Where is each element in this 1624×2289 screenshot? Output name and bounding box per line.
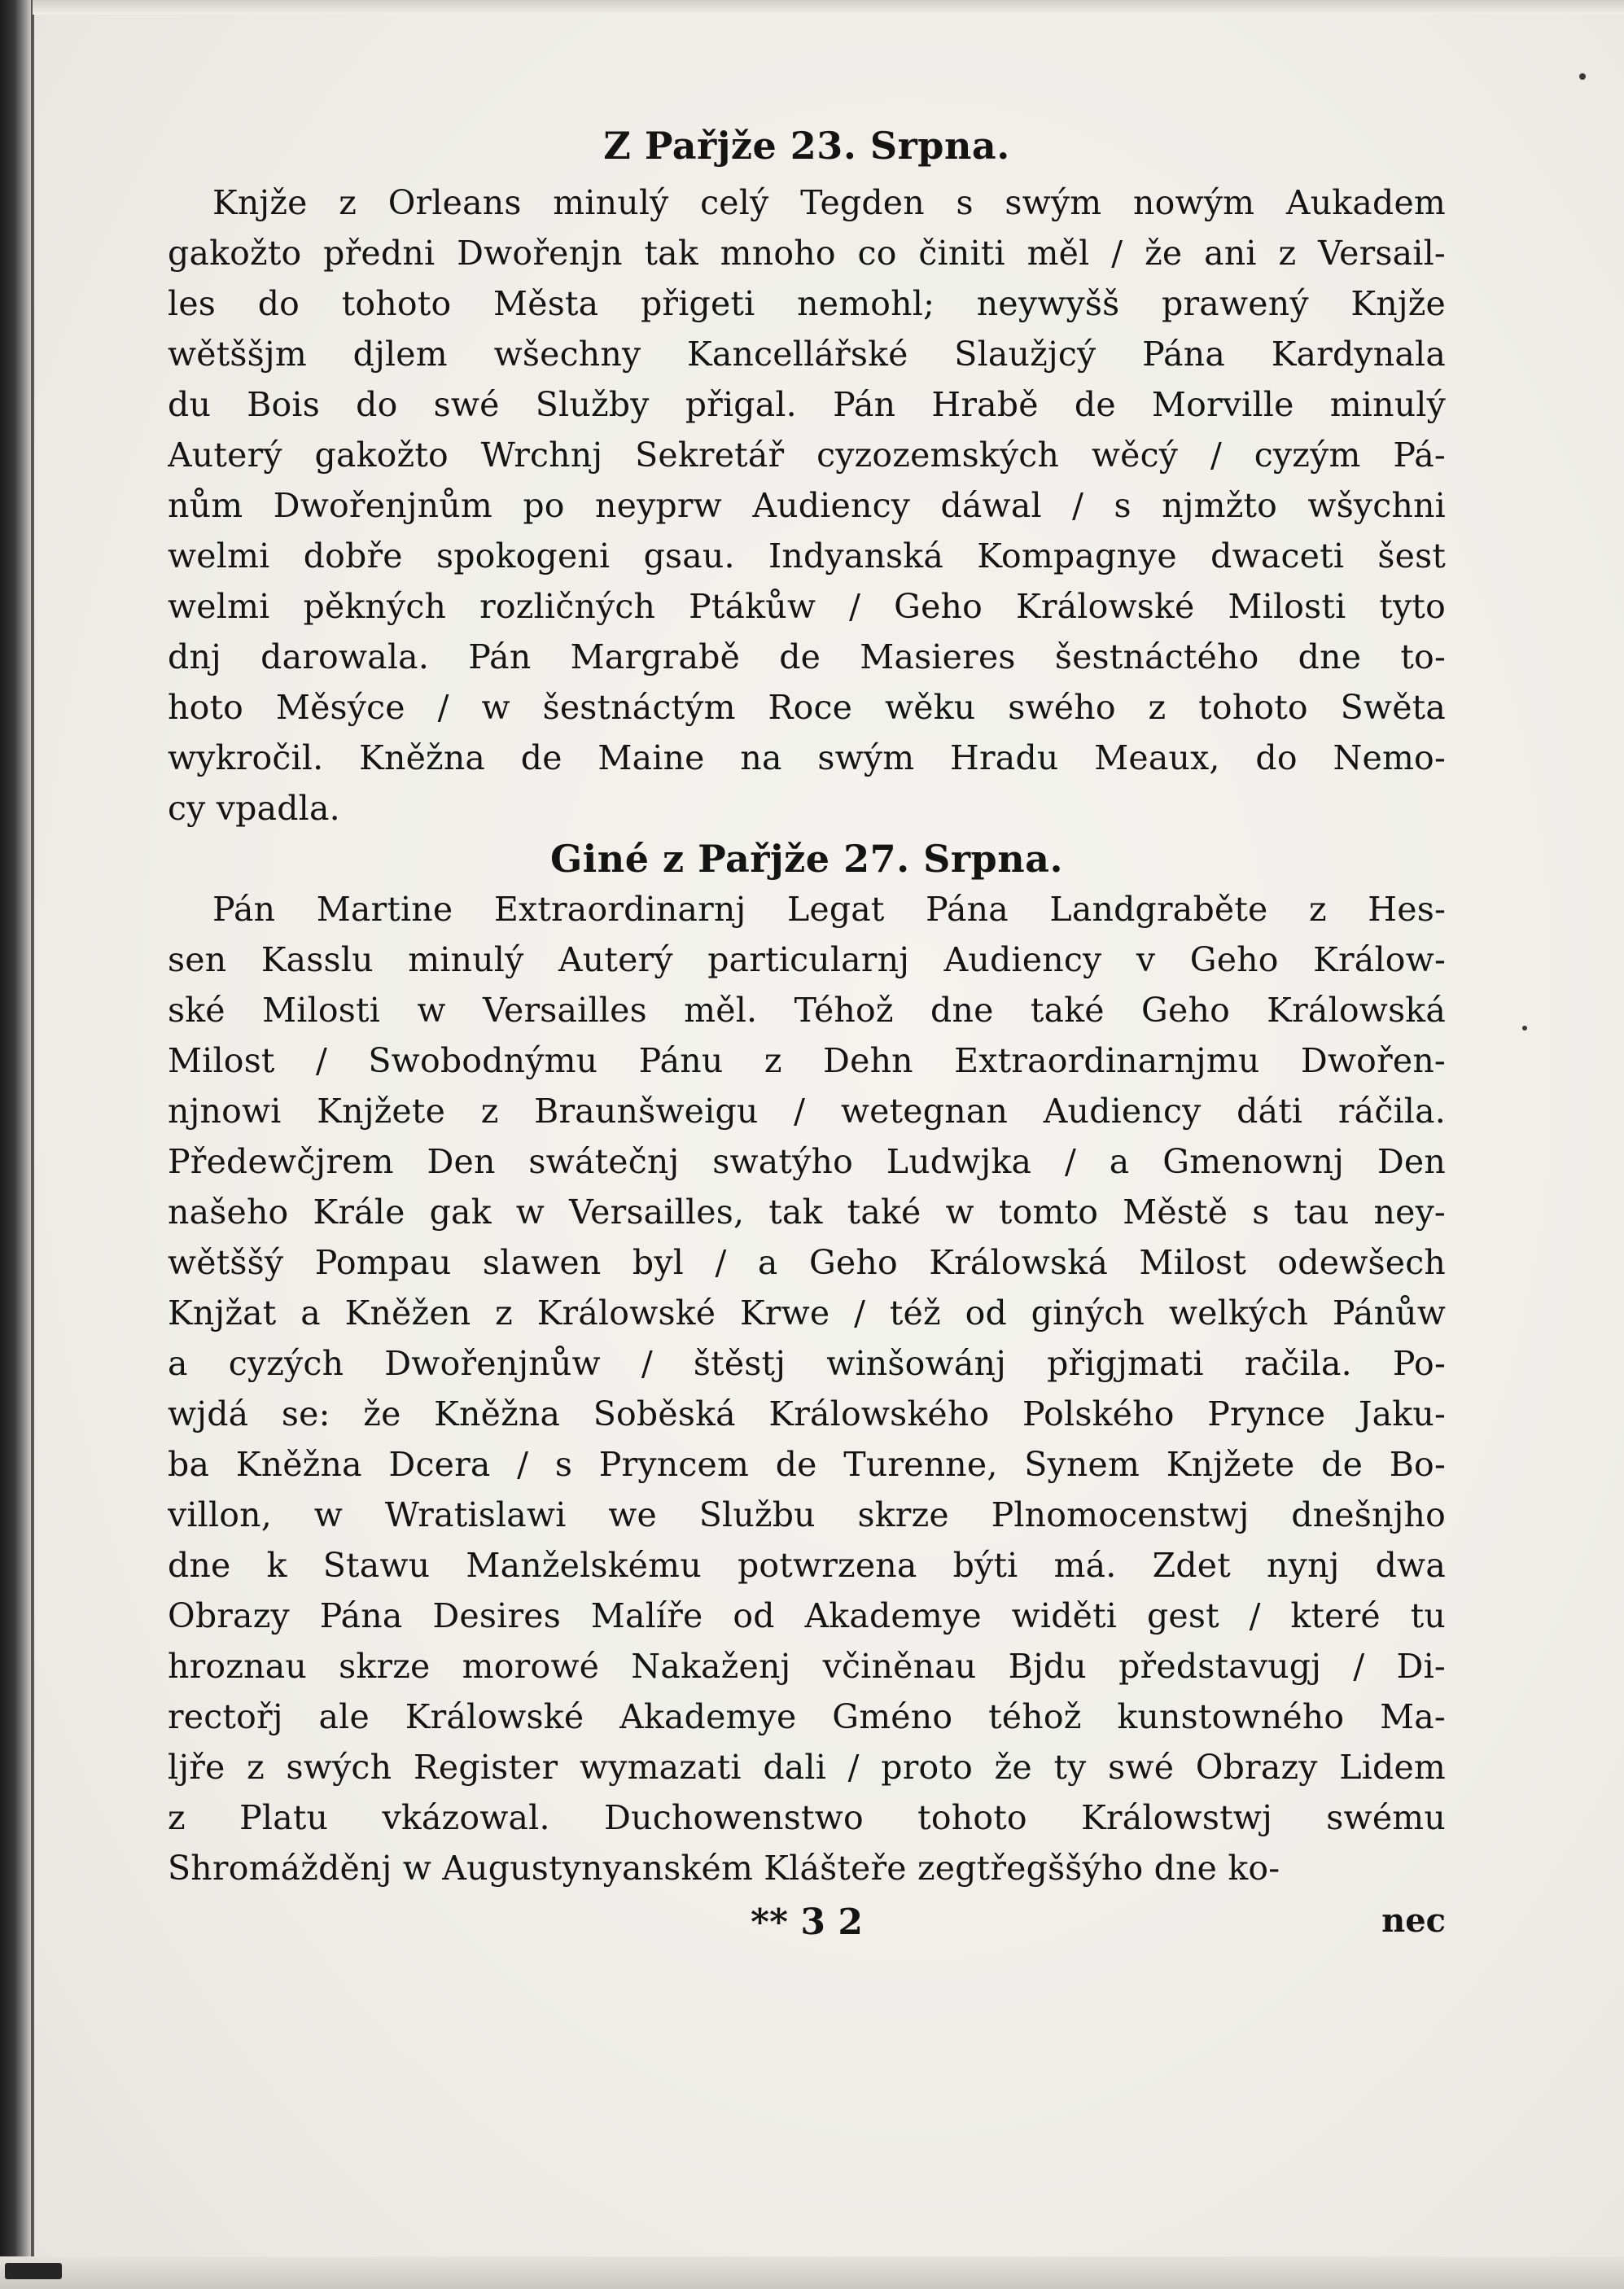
text-line: hoto Měsýce / w šestnáctým Roce wěku swého z tohoto Swěta xyxy=(168,688,1446,727)
text-line: villon, w Wratislawi we Službu skrze Plnomocenstwj dnešnjho xyxy=(168,1495,1446,1534)
text-line: sen Kasslu minulý Auterý particularnj Audiency v Geho Králow- xyxy=(168,940,1446,979)
section-heading: Giné z Pařjže 27. Srpna. xyxy=(550,837,1063,881)
section-heading: Z Pařjže 23. Srpna. xyxy=(603,124,1010,168)
news-paragraph xyxy=(168,884,1446,1893)
page-footer xyxy=(168,1897,1446,1954)
text-line: rectořj ale Králowské Akademye Gméno téhož kunstowného Ma- xyxy=(168,1697,1446,1736)
text-line: dne k Stawu Manželskému potwrzena býti má. Zdet nynj dwa xyxy=(168,1546,1446,1585)
text-line: nům Dwořenjnům po neyprw Audiency dáwal / s njmžto wšychni xyxy=(168,486,1446,525)
text-line: ské Milosti w Versailles měl. Téhož dne také Geho Králowská xyxy=(168,991,1446,1030)
text-line: wykročil. Kněžna de Maine na swým Hradu Meaux, do Nemo- xyxy=(168,738,1446,777)
text-line: z Platu vkázowal. Duchowenstwo tohoto Králowstwj swému xyxy=(168,1798,1446,1837)
text-line: Knjže z Orleans minulý celý Tegden s swým nowým Aukadem xyxy=(212,183,1446,222)
top-paper-edge xyxy=(33,0,1624,15)
binding-line xyxy=(31,0,34,2289)
text-line: wětššý Pompau slawen byl / a Geho Králowská Milost odewšech xyxy=(168,1243,1446,1282)
ink-speck xyxy=(1579,73,1586,80)
text-line: našeho Krále gak w Versailles, tak také w tomto Městě s tau ney- xyxy=(168,1193,1446,1232)
text-line: gakožto předni Dwořenjn tak mnoho co činiti měl / že ani z Versail- xyxy=(168,234,1446,273)
text-line: welmi dobře spokogeni gsau. Indyanská Kompagnye dwaceti šest xyxy=(168,536,1446,576)
ink-speck xyxy=(1522,1026,1527,1031)
text-line: njnowi Knjžete z Braunšweigu / wetegnan Audiency dáti ráčila. xyxy=(168,1092,1446,1131)
text-line: ljře z swých Register wymazati dali / proto že ty swé Obrazy Lidem xyxy=(168,1748,1446,1787)
text-line: welmi pěkných rozličných Ptákůw / Geho Králowské Milosti tyto xyxy=(168,587,1446,626)
signature-mark: ** 3 2 xyxy=(751,1902,863,1943)
catchword: nec xyxy=(1381,1902,1446,1940)
text-block xyxy=(168,114,1446,1954)
text-line: Auterý gakožto Wrchnj Sekretář cyzozemských wěcý / cyzým Pá- xyxy=(168,435,1446,475)
text-line: du Bois do swé Služby přigal. Pán Hrabě de Morville minulý xyxy=(168,385,1446,424)
text-line: Milost / Swobodnýmu Pánu z Dehn Extraordinarnjmu Dwořen- xyxy=(168,1041,1446,1080)
text-line: Knjžat a Kněžen z Králowské Krwe / též od giných welkých Pánůw xyxy=(168,1293,1446,1333)
text-line: hroznau skrze morowé Nakaženj včiněnau Bjdu představugj / Di- xyxy=(168,1647,1446,1686)
text-line: a cyzých Dwořenjnůw / štěstj winšowánj přigjmati račila. Po- xyxy=(168,1344,1446,1383)
text-line: Předewčjrem Den swátečnj swatýho Ludwjka / a Gmenownj Den xyxy=(168,1142,1446,1181)
binding-edge xyxy=(0,0,33,2289)
text-line: Pán Martine Extraordinarnj Legat Pána Landgraběte z Hes- xyxy=(212,890,1446,929)
bottom-paper-edge xyxy=(0,2256,1624,2289)
text-line: wětššjm djlem wšechny Kancellářské Slaužjcý Pána Kardynala xyxy=(168,335,1446,374)
news-paragraph xyxy=(168,177,1446,834)
text-line: Obrazy Pána Desires Malíře od Akademye widěti gest / které tu xyxy=(168,1596,1446,1635)
text-line: cy vpadla. xyxy=(168,789,340,828)
bottom-scan-mark xyxy=(5,2263,62,2279)
text-line: dnj darowala. Pán Margrabě de Masieres šestnáctého dne to- xyxy=(168,637,1446,676)
text-line: wjdá se: že Kněžna Soběská Králowského Polského Prynce Jaku- xyxy=(168,1394,1446,1433)
text-line: ba Kněžna Dcera / s Pryncem de Turenne, Synem Knjžete de Bo- xyxy=(168,1445,1446,1484)
text-line: Shromážděnj w Augustynyanském Klášteře zegtřegššýho dne ko- xyxy=(168,1849,1280,1888)
text-line: les do tohoto Města přigeti nemohl; neywyšš prawený Knjže xyxy=(168,284,1446,323)
